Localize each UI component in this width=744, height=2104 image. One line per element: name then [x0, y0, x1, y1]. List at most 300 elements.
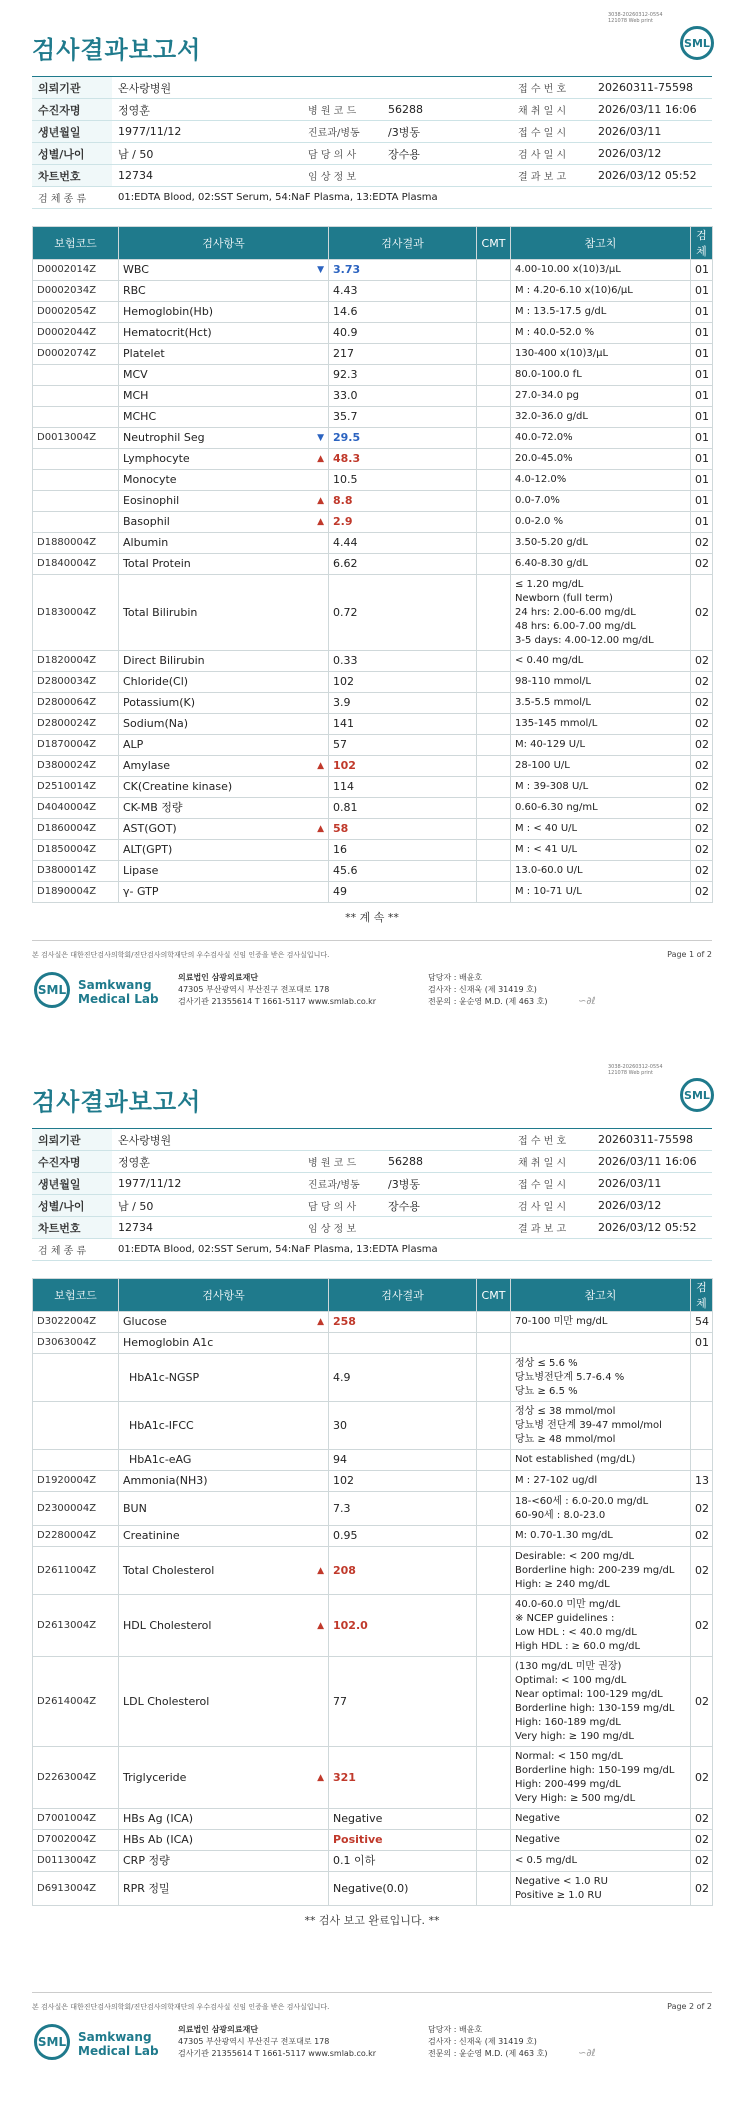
specimen-cell: 02 — [691, 533, 713, 554]
specimen-cell: 02 — [691, 1547, 713, 1595]
low-flag-icon: ▼ — [317, 265, 324, 275]
insurance-code-cell — [33, 386, 119, 407]
specimen-cell: 02 — [691, 1851, 713, 1872]
sml-logo: SML — [680, 1078, 714, 1112]
result-row — [33, 1747, 713, 1809]
comment-cell — [477, 735, 511, 756]
reference-range-cell: 130-400 x(10)3/μL — [511, 344, 691, 365]
insurance-code-cell: D2263004Z — [33, 1747, 119, 1809]
test-name-cell — [119, 470, 329, 491]
print-stamp: 3038-20260312-0554 121078 Web print — [608, 12, 663, 24]
insurance-code-cell — [33, 1402, 119, 1450]
result-row — [33, 651, 713, 672]
insurance-code-cell — [33, 491, 119, 512]
reference-range-cell: ≤ 1.20 mg/dL Newborn (full term) 24 hrs: 2.00-6.00 mg/dL 48 hrs: 6.00-7.00 mg/dL 3-5 days: 4.00-12.00 mg/dL — [511, 575, 691, 651]
result-row — [33, 840, 713, 861]
test-name: MCHC — [123, 410, 157, 423]
comment-cell — [477, 756, 511, 777]
result-row — [33, 1830, 713, 1851]
results-table — [32, 226, 713, 903]
reference-range-cell: Desirable: < 200 mg/dL Borderline high: 200-239 mg/dL High: ≥ 240 mg/dL — [511, 1547, 691, 1595]
comment-cell — [477, 672, 511, 693]
specimen-cell: 01 — [691, 281, 713, 302]
reference-range-cell: 4.00-10.00 x(10)3/μL — [511, 260, 691, 281]
print-stamp: 3038-20260312-0554 121078 Web print — [608, 1064, 663, 1076]
reference-range-cell: Negative — [511, 1830, 691, 1851]
result-value-cell: 14.6 — [329, 302, 477, 323]
result-row — [33, 428, 713, 449]
result-value-cell: 33.0 — [329, 386, 477, 407]
reference-range-cell: M : 40.0-52.0 % — [511, 323, 691, 344]
comment-cell — [477, 1747, 511, 1809]
results-body — [33, 260, 713, 903]
comment-cell — [477, 260, 511, 281]
reference-range-cell: 0.60-6.30 ng/mL — [511, 798, 691, 819]
reference-range-cell: (130 mg/dL 미만 권장) Optimal: < 100 mg/dL Near optimal: 100-129 mg/dL Borderline high: 130-159 mg/dL High: 160-189 mg/dL Very high: ≥ 190 mg/dL — [511, 1657, 691, 1747]
specimen-cell: 01 — [691, 386, 713, 407]
test-name: BUN — [123, 1501, 147, 1515]
test-name-cell — [119, 1312, 329, 1333]
comment-cell — [477, 1830, 511, 1851]
insurance-code-cell — [33, 449, 119, 470]
comment-cell — [477, 428, 511, 449]
lab-staff: 담당자 : 배윤호 검사자 : 신재욱 (제 31419 호) 전문의 : 윤순영 M.D. (제 463 호) — [428, 2025, 548, 2058]
result-value-cell: 3.73 — [329, 260, 477, 281]
result-value-cell: Negative(0.0) — [329, 1872, 477, 1906]
test-name: Triglyceride — [123, 1770, 187, 1784]
test-name-cell — [119, 756, 329, 777]
result-value-cell: 114 — [329, 777, 477, 798]
test-name-cell — [119, 575, 329, 651]
footer-divider — [32, 1992, 712, 1993]
result-row — [33, 861, 713, 882]
test-name: MCH — [123, 389, 149, 402]
reference-range-cell: M : 13.5-17.5 g/dL — [511, 302, 691, 323]
reference-range-cell: Negative — [511, 1809, 691, 1830]
result-row — [33, 281, 713, 302]
result-row — [33, 449, 713, 470]
comment-cell — [477, 491, 511, 512]
test-name: RPR 정밀 — [123, 1881, 170, 1895]
high-flag-icon: ▲ — [317, 517, 324, 527]
comment-cell — [477, 1333, 511, 1354]
test-name-cell — [119, 1333, 329, 1354]
test-name: ALP — [123, 738, 144, 751]
comment-cell — [477, 1851, 511, 1872]
reference-range-cell: M: 0.70-1.30 mg/dL — [511, 1526, 691, 1547]
insurance-code-cell: D7001004Z — [33, 1809, 119, 1830]
insurance-code-cell — [33, 365, 119, 386]
reference-range-cell: M : < 41 U/L — [511, 840, 691, 861]
result-value-cell: 4.43 — [329, 281, 477, 302]
test-name: Albumin — [123, 536, 169, 549]
result-value-cell — [329, 1333, 477, 1354]
reference-range-cell: M: 40-129 U/L — [511, 735, 691, 756]
specimen-cell: 01 — [691, 512, 713, 533]
reference-range-cell: 70-100 미만 mg/dL — [511, 1312, 691, 1333]
insurance-code-cell: D2800024Z — [33, 714, 119, 735]
result-value-cell: 16 — [329, 840, 477, 861]
result-row — [33, 756, 713, 777]
test-name: Creatinine — [123, 1529, 180, 1542]
test-name: Chloride(Cl) — [123, 675, 189, 688]
specimen-cell: 02 — [691, 1526, 713, 1547]
reference-range-cell: 3.5-5.5 mmol/L — [511, 693, 691, 714]
result-row — [33, 1312, 713, 1333]
comment-cell — [477, 819, 511, 840]
specimen-cell: 01 — [691, 470, 713, 491]
insurance-code-cell: D2510014Z — [33, 777, 119, 798]
specimen-cell: 02 — [691, 672, 713, 693]
specimen-cell: 02 — [691, 1747, 713, 1809]
info-row: 차트번호 12734 임 상 정 보 결 과 보 고 2026/03/12 05:52 — [32, 1217, 712, 1239]
result-value-cell: 4.44 — [329, 533, 477, 554]
results-header-row: 보험코드 검사항목 검사결과 CMT 참고치 검체 — [33, 227, 713, 260]
result-row — [33, 1354, 713, 1402]
test-name: Monocyte — [123, 473, 177, 486]
reference-range-cell: 135-145 mmol/L — [511, 714, 691, 735]
result-value-cell: 45.6 — [329, 861, 477, 882]
result-row — [33, 365, 713, 386]
specimen-cell: 02 — [691, 1809, 713, 1830]
sml-footer-logo: SML — [34, 2024, 70, 2060]
comment-cell — [477, 861, 511, 882]
insurance-code-cell: D2611004Z — [33, 1547, 119, 1595]
test-name: HBs Ag (ICA) — [123, 1812, 194, 1825]
result-row — [33, 798, 713, 819]
comment-cell — [477, 470, 511, 491]
insurance-code-cell: D0002054Z — [33, 302, 119, 323]
reference-range-cell: < 0.5 mg/dL — [511, 1851, 691, 1872]
comment-cell — [477, 512, 511, 533]
insurance-code-cell: D3800024Z — [33, 756, 119, 777]
insurance-code-cell: D1920004Z — [33, 1471, 119, 1492]
lab-address: 의료법인 삼광의료재단 47305 부산광역시 부산진구 전포대로 178 검사기관 21355614 T 1661-5117 www.smlab.co.kr — [178, 2025, 377, 2058]
result-row — [33, 693, 713, 714]
comment-cell — [477, 1547, 511, 1595]
test-name-cell — [119, 1471, 329, 1492]
high-flag-icon: ▲ — [317, 1772, 324, 1783]
result-value-cell: 94 — [329, 1450, 477, 1471]
result-row — [33, 1872, 713, 1906]
insurance-code-cell: D2614004Z — [33, 1657, 119, 1747]
comment-cell — [477, 798, 511, 819]
comment-cell — [477, 1354, 511, 1402]
comment-cell — [477, 882, 511, 903]
comment-cell — [477, 714, 511, 735]
test-name: Total Cholesterol — [123, 1563, 215, 1577]
page-number: Page 2 of 2 — [667, 2002, 712, 2011]
test-name-cell — [119, 512, 329, 533]
specimen-cell — [691, 1402, 713, 1450]
comment-cell — [477, 323, 511, 344]
test-name-cell — [119, 386, 329, 407]
specimen-cell: 02 — [691, 777, 713, 798]
result-row — [33, 1492, 713, 1526]
reference-range-cell: 80.0-100.0 fL — [511, 365, 691, 386]
test-name-cell — [119, 323, 329, 344]
high-flag-icon: ▲ — [317, 496, 324, 506]
reference-range-cell: 18-<60세 : 6.0-20.0 mg/dL 60-90세 : 8.0-23.0 — [511, 1492, 691, 1526]
comment-cell — [477, 693, 511, 714]
page-number: Page 1 of 2 — [667, 950, 712, 959]
reference-range-cell: M : < 40 U/L — [511, 819, 691, 840]
result-value-cell: 0.1 이하 — [329, 1851, 477, 1872]
low-flag-icon: ▼ — [317, 433, 324, 443]
specimen-cell: 13 — [691, 1471, 713, 1492]
test-name-cell — [119, 798, 329, 819]
insurance-code-cell: D7002004Z — [33, 1830, 119, 1851]
comment-cell — [477, 777, 511, 798]
reference-range-cell: 6.40-8.30 g/dL — [511, 554, 691, 575]
sml-logo: SML — [680, 26, 714, 60]
info-row: 성별/나이 남 / 50 담 당 의 사 장수용 검 사 일 시 2026/03/12 — [32, 1195, 712, 1217]
sml-footer-logo: SML — [34, 972, 70, 1008]
test-name: HbA1c-eAG — [129, 1453, 192, 1466]
specimen-cell: 02 — [691, 1492, 713, 1526]
insurance-code-cell — [33, 407, 119, 428]
test-name-cell — [119, 651, 329, 672]
result-row — [33, 1809, 713, 1830]
result-row — [33, 1526, 713, 1547]
insurance-code-cell: D3800014Z — [33, 861, 119, 882]
insurance-code-cell: D4040004Z — [33, 798, 119, 819]
insurance-code-cell: D1880004Z — [33, 533, 119, 554]
test-name-cell — [119, 491, 329, 512]
lab-brand: Samkwang Medical Lab — [78, 978, 159, 1006]
specimen-cell: 02 — [691, 1595, 713, 1657]
test-name-cell — [119, 777, 329, 798]
insurance-code-cell — [33, 1354, 119, 1402]
test-name: Ammonia(NH3) — [123, 1474, 208, 1487]
comment-cell — [477, 344, 511, 365]
result-row — [33, 819, 713, 840]
high-flag-icon: ▲ — [317, 1565, 324, 1576]
info-row: 수진자명 정영훈 병 원 코 드 56288 채 취 일 시 2026/03/11 16:06 — [32, 99, 712, 121]
result-row — [33, 735, 713, 756]
result-row — [33, 777, 713, 798]
result-value-cell: 208 — [329, 1547, 477, 1595]
comment-cell — [477, 1809, 511, 1830]
comment-cell — [477, 575, 511, 651]
result-row — [33, 491, 713, 512]
test-name-cell — [119, 1526, 329, 1547]
reference-range-cell — [511, 1333, 691, 1354]
test-name: Potassium(K) — [123, 696, 196, 709]
results-body — [33, 1312, 713, 1906]
result-value-cell: 8.8 — [329, 491, 477, 512]
result-row — [33, 260, 713, 281]
result-value-cell: 35.7 — [329, 407, 477, 428]
result-value-cell: 48.3 — [329, 449, 477, 470]
test-name-cell — [119, 819, 329, 840]
test-name-cell — [119, 714, 329, 735]
footer-divider — [32, 940, 712, 941]
specimen-cell: 01 — [691, 428, 713, 449]
info-row: 생년월일 1977/11/12 진료과/병동 /3병동 접 수 일 시 2026/03/11 — [32, 121, 712, 143]
specimen-cell: 02 — [691, 735, 713, 756]
comment-cell — [477, 1450, 511, 1471]
insurance-code-cell: D2800064Z — [33, 693, 119, 714]
info-row: 차트번호 12734 임 상 정 보 결 과 보 고 2026/03/12 05:52 — [32, 165, 712, 187]
result-row — [33, 672, 713, 693]
continued-label: ** 계 속 ** — [345, 911, 399, 924]
specimen-cell: 01 — [691, 491, 713, 512]
reference-range-cell: M : 39-308 U/L — [511, 777, 691, 798]
test-name: ALT(GPT) — [123, 843, 173, 856]
result-value-cell: 30 — [329, 1402, 477, 1450]
specimen-cell: 01 — [691, 344, 713, 365]
specimen-cell: 02 — [691, 819, 713, 840]
result-row — [33, 533, 713, 554]
comment-cell — [477, 1872, 511, 1906]
test-name-cell — [119, 1872, 329, 1906]
result-row — [33, 1851, 713, 1872]
insurance-code-cell: D1830004Z — [33, 575, 119, 651]
test-name-cell — [119, 882, 329, 903]
result-row — [33, 1547, 713, 1595]
test-name: Total Protein — [123, 557, 191, 570]
info-row: 의뢰기관 온사랑병원 접 수 번 호 20260311-75598 — [32, 77, 712, 99]
page-title: 검사결과보고서 — [32, 36, 202, 64]
comment-cell — [477, 1526, 511, 1547]
test-name-cell — [119, 1657, 329, 1747]
specimen-cell: 02 — [691, 651, 713, 672]
result-value-cell: 7.3 — [329, 1492, 477, 1526]
reference-range-cell: 정상 ≤ 38 mmol/mol 당뇨병 전단계 39-47 mmol/mol 당뇨 ≥ 48 mmol/mol — [511, 1402, 691, 1450]
comment-cell — [477, 554, 511, 575]
accreditation-note: 본 검사실은 대한진단검사의학회/진단검사의학재단의 우수검사실 신임 인증을 받은 검사실입니다. — [32, 2003, 330, 2011]
reference-range-cell: 4.0-12.0% — [511, 470, 691, 491]
comment-cell — [477, 281, 511, 302]
reference-range-cell: 32.0-36.0 g/dL — [511, 407, 691, 428]
result-value-cell: 29.5 — [329, 428, 477, 449]
reference-range-cell: 13.0-60.0 U/L — [511, 861, 691, 882]
insurance-code-cell: D0013004Z — [33, 428, 119, 449]
insurance-code-cell — [33, 470, 119, 491]
result-row — [33, 1402, 713, 1450]
insurance-code-cell: D1850004Z — [33, 840, 119, 861]
result-row — [33, 302, 713, 323]
insurance-code-cell: D0002034Z — [33, 281, 119, 302]
test-name: γ- GTP — [123, 885, 159, 898]
specimen-cell: 01 — [691, 449, 713, 470]
test-name-cell — [119, 428, 329, 449]
result-row — [33, 1471, 713, 1492]
signature-image: ∽∂ℓ — [578, 2048, 596, 2059]
high-flag-icon: ▲ — [317, 454, 324, 464]
specimen-cell: 02 — [691, 882, 713, 903]
test-name: Neutrophil Seg — [123, 431, 205, 444]
test-name: Lymphocyte — [123, 452, 190, 465]
insurance-code-cell: D0002044Z — [33, 323, 119, 344]
patient-info-table — [32, 76, 712, 209]
test-name: HbA1c-IFCC — [129, 1418, 194, 1432]
high-flag-icon: ▲ — [317, 761, 324, 771]
insurance-code-cell: D1890004Z — [33, 882, 119, 903]
insurance-code-cell — [33, 1450, 119, 1471]
result-row — [33, 470, 713, 491]
result-row — [33, 882, 713, 903]
insurance-code-cell: D1840004Z — [33, 554, 119, 575]
result-value-cell: 0.72 — [329, 575, 477, 651]
reference-range-cell: M : 27-102 ug/dl — [511, 1471, 691, 1492]
test-name-cell — [119, 533, 329, 554]
insurance-code-cell: D3022004Z — [33, 1312, 119, 1333]
result-row — [33, 575, 713, 651]
specimen-cell: 02 — [691, 1872, 713, 1906]
test-name: Total Bilirubin — [123, 605, 198, 619]
result-row — [33, 714, 713, 735]
result-value-cell: 141 — [329, 714, 477, 735]
result-value-cell: 0.81 — [329, 798, 477, 819]
reference-range-cell: M : 4.20-6.10 x(10)6/μL — [511, 281, 691, 302]
test-name: Glucose — [123, 1315, 167, 1328]
test-name-cell — [119, 735, 329, 756]
test-name: Sodium(Na) — [123, 717, 188, 730]
result-value-cell: 3.9 — [329, 693, 477, 714]
result-value-cell: 58 — [329, 819, 477, 840]
result-row — [33, 1333, 713, 1354]
insurance-code-cell: D6913004Z — [33, 1872, 119, 1906]
info-row: 생년월일 1977/11/12 진료과/병동 /3병동 접 수 일 시 2026/03/11 — [32, 1173, 712, 1195]
test-name: WBC — [123, 263, 149, 276]
test-name-cell — [119, 840, 329, 861]
test-name-cell — [119, 1450, 329, 1471]
result-value-cell: 92.3 — [329, 365, 477, 386]
result-value-cell: 0.33 — [329, 651, 477, 672]
test-name: CK-MB 정량 — [123, 801, 183, 814]
result-value-cell: 40.9 — [329, 323, 477, 344]
specimen-cell — [691, 1450, 713, 1471]
test-name-cell — [119, 449, 329, 470]
result-row — [33, 512, 713, 533]
reference-range-cell: 40.0-60.0 미만 mg/dL ※ NCEP guidelines : Low HDL : < 40.0 mg/dL High HDL : ≥ 60.0 mg/dL — [511, 1595, 691, 1657]
results-header-row: 보험코드 검사항목 검사결과 CMT 참고치 검체 — [33, 1279, 713, 1312]
reference-range-cell: Negative < 1.0 RU Positive ≥ 1.0 RU — [511, 1872, 691, 1906]
reference-range-cell: 정상 ≤ 5.6 % 당뇨병전단계 5.7-6.4 % 당뇨 ≥ 6.5 % — [511, 1354, 691, 1402]
test-name-cell — [119, 1547, 329, 1595]
test-name-cell — [119, 1851, 329, 1872]
test-name: Hemoglobin A1c — [123, 1336, 214, 1349]
reference-range-cell: M : 10-71 U/L — [511, 882, 691, 903]
specimen-cell: 54 — [691, 1312, 713, 1333]
comment-cell — [477, 365, 511, 386]
test-name: Hematocrit(Hct) — [123, 326, 212, 339]
test-name-cell — [119, 1354, 329, 1402]
specimen-cell: 01 — [691, 365, 713, 386]
result-row — [33, 386, 713, 407]
specimen-cell: 02 — [691, 714, 713, 735]
result-value-cell: 10.5 — [329, 470, 477, 491]
info-row: 의뢰기관 온사랑병원 접 수 번 호 20260311-75598 — [32, 1129, 712, 1151]
insurance-code-cell: D0002014Z — [33, 260, 119, 281]
test-name-cell — [119, 344, 329, 365]
test-name: Hemoglobin(Hb) — [123, 305, 214, 318]
reference-range-cell: Not established (mg/dL) — [511, 1450, 691, 1471]
comment-cell — [477, 533, 511, 554]
comment-cell — [477, 1471, 511, 1492]
specimen-cell: 02 — [691, 840, 713, 861]
test-name-cell — [119, 861, 329, 882]
result-row — [33, 344, 713, 365]
result-row — [33, 1657, 713, 1747]
end-of-report-label: ** 검사 보고 완료입니다. ** — [304, 1914, 440, 1927]
result-row — [33, 323, 713, 344]
comment-cell — [477, 302, 511, 323]
result-value-cell: Negative — [329, 1809, 477, 1830]
test-name-cell — [119, 554, 329, 575]
